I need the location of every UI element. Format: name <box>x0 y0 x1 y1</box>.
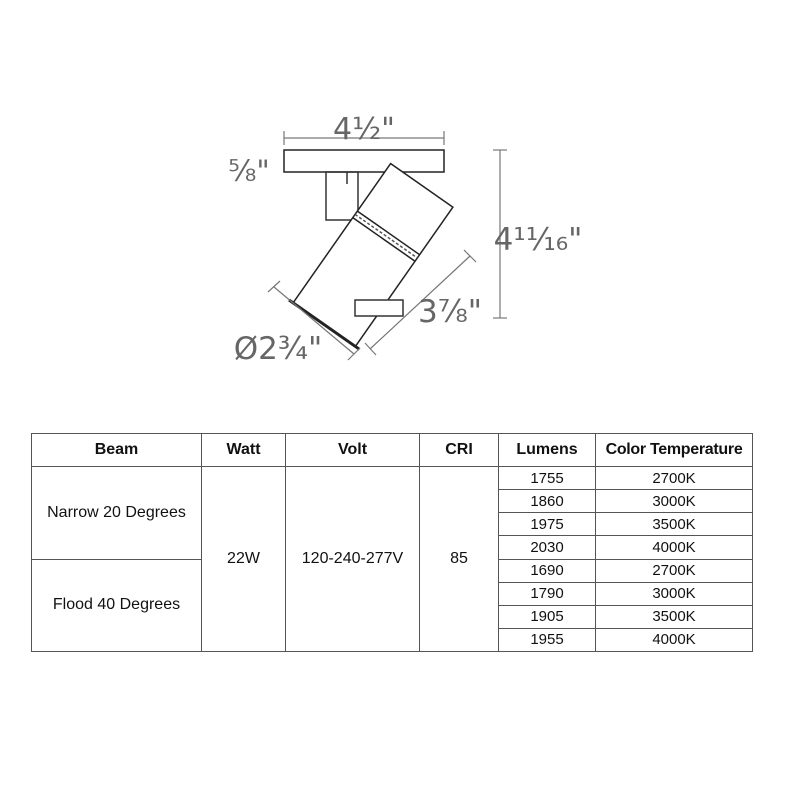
lumens-cell: 1755 <box>499 467 596 490</box>
table-row <box>32 467 753 490</box>
header-lumens: Lumens <box>499 434 596 467</box>
color-temperature-cell: 3500K <box>596 605 753 628</box>
lumens-cell: 1905 <box>499 605 596 628</box>
lumens-cell: 1860 <box>499 490 596 513</box>
color-temperature-cell: 3000K <box>596 490 753 513</box>
lumens-cell: 1690 <box>499 559 596 582</box>
lumens-cell: 1790 <box>499 582 596 605</box>
cri-value: 85 <box>420 467 499 652</box>
dim-head-length: 3⅞" <box>417 294 483 330</box>
dim-width: 4½" <box>333 112 395 147</box>
dim-height: 4¹¹⁄₁₆" <box>493 222 583 258</box>
dim-plate-thickness: ⅝" <box>228 154 270 188</box>
spec-table <box>31 433 753 652</box>
header-volt: Volt <box>286 434 420 467</box>
mounting-plate <box>284 150 444 172</box>
header-beam: Beam <box>32 434 202 467</box>
lumens-cell: 1975 <box>499 513 596 536</box>
color-temperature-cell: 3500K <box>596 513 753 536</box>
lumens-cell: 2030 <box>499 536 596 559</box>
color-temperature-cell: 3000K <box>596 582 753 605</box>
header-color-temperature: Color Temperature <box>596 434 753 467</box>
mounting-stem <box>326 172 358 220</box>
header-cri: CRI <box>420 434 499 467</box>
header-row <box>32 434 753 467</box>
beam-flood: Flood 40 Degrees <box>32 559 202 652</box>
dim-diameter: Ø2¾" <box>233 331 323 367</box>
color-temperature-cell: 4000K <box>596 628 753 651</box>
header-watt: Watt <box>202 434 286 467</box>
color-temperature-cell: 2700K <box>596 559 753 582</box>
watt-value: 22W <box>202 467 286 652</box>
beam-narrow: Narrow 20 Degrees <box>32 467 202 560</box>
lumens-cell: 1955 <box>499 628 596 651</box>
color-temperature-cell: 2700K <box>596 467 753 490</box>
color-temperature-cell: 4000K <box>596 536 753 559</box>
volt-value: 120-240-277V <box>286 467 420 652</box>
